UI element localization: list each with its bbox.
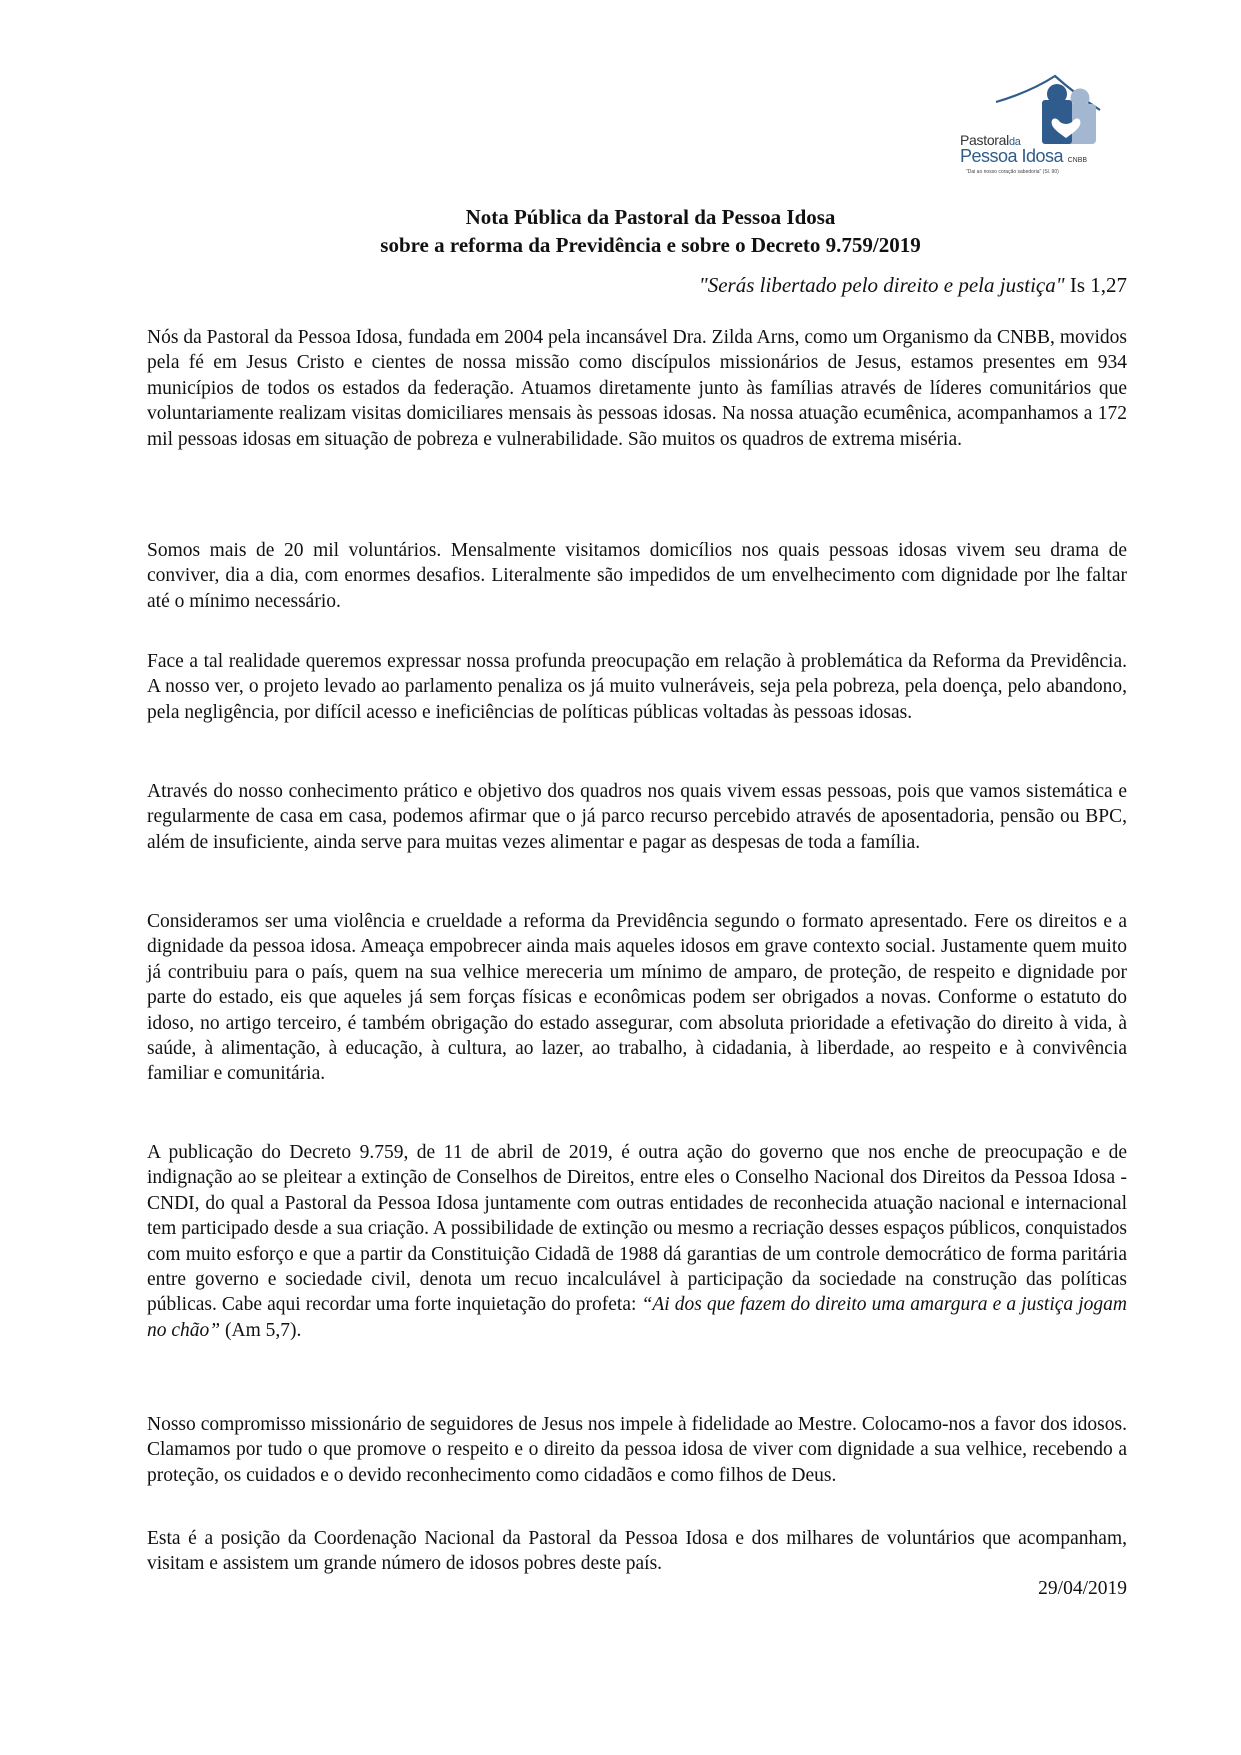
logo-text-pastoral: Pastoralda xyxy=(960,132,1021,148)
logo-text-pessoa-idosa: Pessoa Idosa CNBB xyxy=(960,146,1088,166)
paragraph-8: Esta é a posição da Coordenação Nacional da Pastoral da Pessoa Idosa e dos milhares de voluntários que acompanham, visitam e assistem um grande número de idosos pobres deste país. xyxy=(147,1528,1127,1575)
paragraph-6 xyxy=(147,1140,1127,1343)
document-date: 29/04/2019 xyxy=(1038,1578,1127,1599)
prophet-reference: (Am 5,7). xyxy=(220,1319,302,1341)
prophet-quote: “Ai dos que fazem do direito uma amargura e a justiça jogam no chão” xyxy=(147,1294,1127,1341)
paragraph-7: Nosso compromisso missionário de seguidores de Jesus nos impele à fidelidade ao Mestre. Colocamo-nos a favor dos idosos. Clamamos por tudo o que promove o respeito e o direito da pessoa idosa de viver com dignidade a sua velhice, recebendo a proteção, os cuidados e o devido reconhecimento como cidadãos e como filhos de Deus. xyxy=(147,1414,1127,1486)
paragraph-5: Consideramos ser uma violência e crueldade a reforma da Previdência segundo o formato apresentado. Fere os direitos e a dignidade da pessoa idosa. Ameaça empobrecer ainda mais aqueles idosos em grave contexto social. Justamente quem muito já contribuiu para o país, quem na sua velhice mereceria um mínimo de amparo, de proteção, de respeito e dignidade por parte do estado, eis que aqueles já sem forças físicas e econômicas podem ser obrigados a novas. Conforme o estatuto do idoso, no artigo terceiro, é também obrigação do estado assegurar, com absoluta prioridade a efetivação do direito à vida, à saúde, à alimentação, à educação, à cultura, ao lazer, ao trabalho, à cidadania, à liberdade, ao respeito e à convivência familiar e comunitária. xyxy=(147,911,1127,1085)
paragraph-4: Através do nosso conhecimento prático e objetivo dos quadros nos quais vivem essas pessoas, pois que vamos sistemática e regularmente de casa em casa, podemos afirmar que o já parco recurso percebido através de aposentadoria, pensão ou BPC, além de insuficiente, ainda serve para muitas vezes alimentar e pagar as despesas de toda a família. xyxy=(147,781,1127,853)
document-title-line2: sobre a reforma da Previdência e sobre o Decreto 9.759/2019 xyxy=(380,233,921,257)
document-title-line1: Nota Pública da Pastoral da Pessoa Idosa xyxy=(465,205,836,229)
epigraph-quote: "Serás libertado pelo direito e pela justiça" xyxy=(698,273,1065,297)
epigraph xyxy=(699,273,1127,298)
paragraph-6-text: A publicação do Decreto 9.759, de 11 de abril de 2019, é outra ação do governo que nos enche de preocupação e de indignação ao se pleitear a extinção de Conselhos de Direitos, entre eles o Conselho Nacional dos Direitos da Pessoa Idosa - CNDI, do qual a Pastoral da Pessoa Idosa juntamente com outras entidades de reconhecida atuação nacional e internacional tem participado desde a sua criação. A possibilidade de extinção ou mesmo a recriação desses espaços públicos, conquistados com muito esforço e que a partir da Constituição Cidadã de 1988 dá garantias de um controle democrático de forma paritária entre governo e sociedade civil, denota um recuo incalculável à participação da sociedade na construção das políticas públicas. Cabe aqui recordar uma forte inquietação do profeta: xyxy=(147,1142,1127,1316)
paragraph-2: Somos mais de 20 mil voluntários. Mensalmente visitamos domicílios nos quais pessoas idosas vivem seu drama de conviver, dia a dia, com enormes desafios. Literalmente são impedidos de um envelhecimento com dignidade por lhe faltar até o mínimo necessário. xyxy=(147,540,1127,612)
logo-motto: "Dai ao nosso coração sabedoria" (Sl. 90) xyxy=(966,169,1059,175)
epigraph-reference: Is 1,27 xyxy=(1064,273,1127,297)
pastoral-logo xyxy=(960,74,1120,180)
paragraph-3: Face a tal realidade queremos expressar nossa profunda preocupação em relação à problemática da Reforma da Previdência. A nosso ver, o projeto levado ao parlamento penaliza os já muito vulneráveis, seja pela pobreza, pela doença, pelo abandono, pela negligência, por difícil acesso e ineficiências de políticas públicas voltadas às pessoas idosas. xyxy=(147,651,1127,723)
paragraph-1: Nós da Pastoral da Pessoa Idosa, fundada em 2004 pela incansável Dra. Zilda Arns, como um Organismo da CNBB, movidos pela fé em Jesus Cristo e cientes de nossa missão como discípulos missionários de Jesus, estamos presentes em 934 municípios de todos os estados da federação. Atuamos diretamente junto às famílias através de líderes comunitários que voluntariamente realizam visitas domiciliares mensais às pessoas idosas. Na nossa atuação ecumênica, acompanhamos a 172 mil pessoas idosas em situação de pobreza e vulnerabilidade. São muitos os quadros de extrema miséria. xyxy=(147,327,1127,450)
